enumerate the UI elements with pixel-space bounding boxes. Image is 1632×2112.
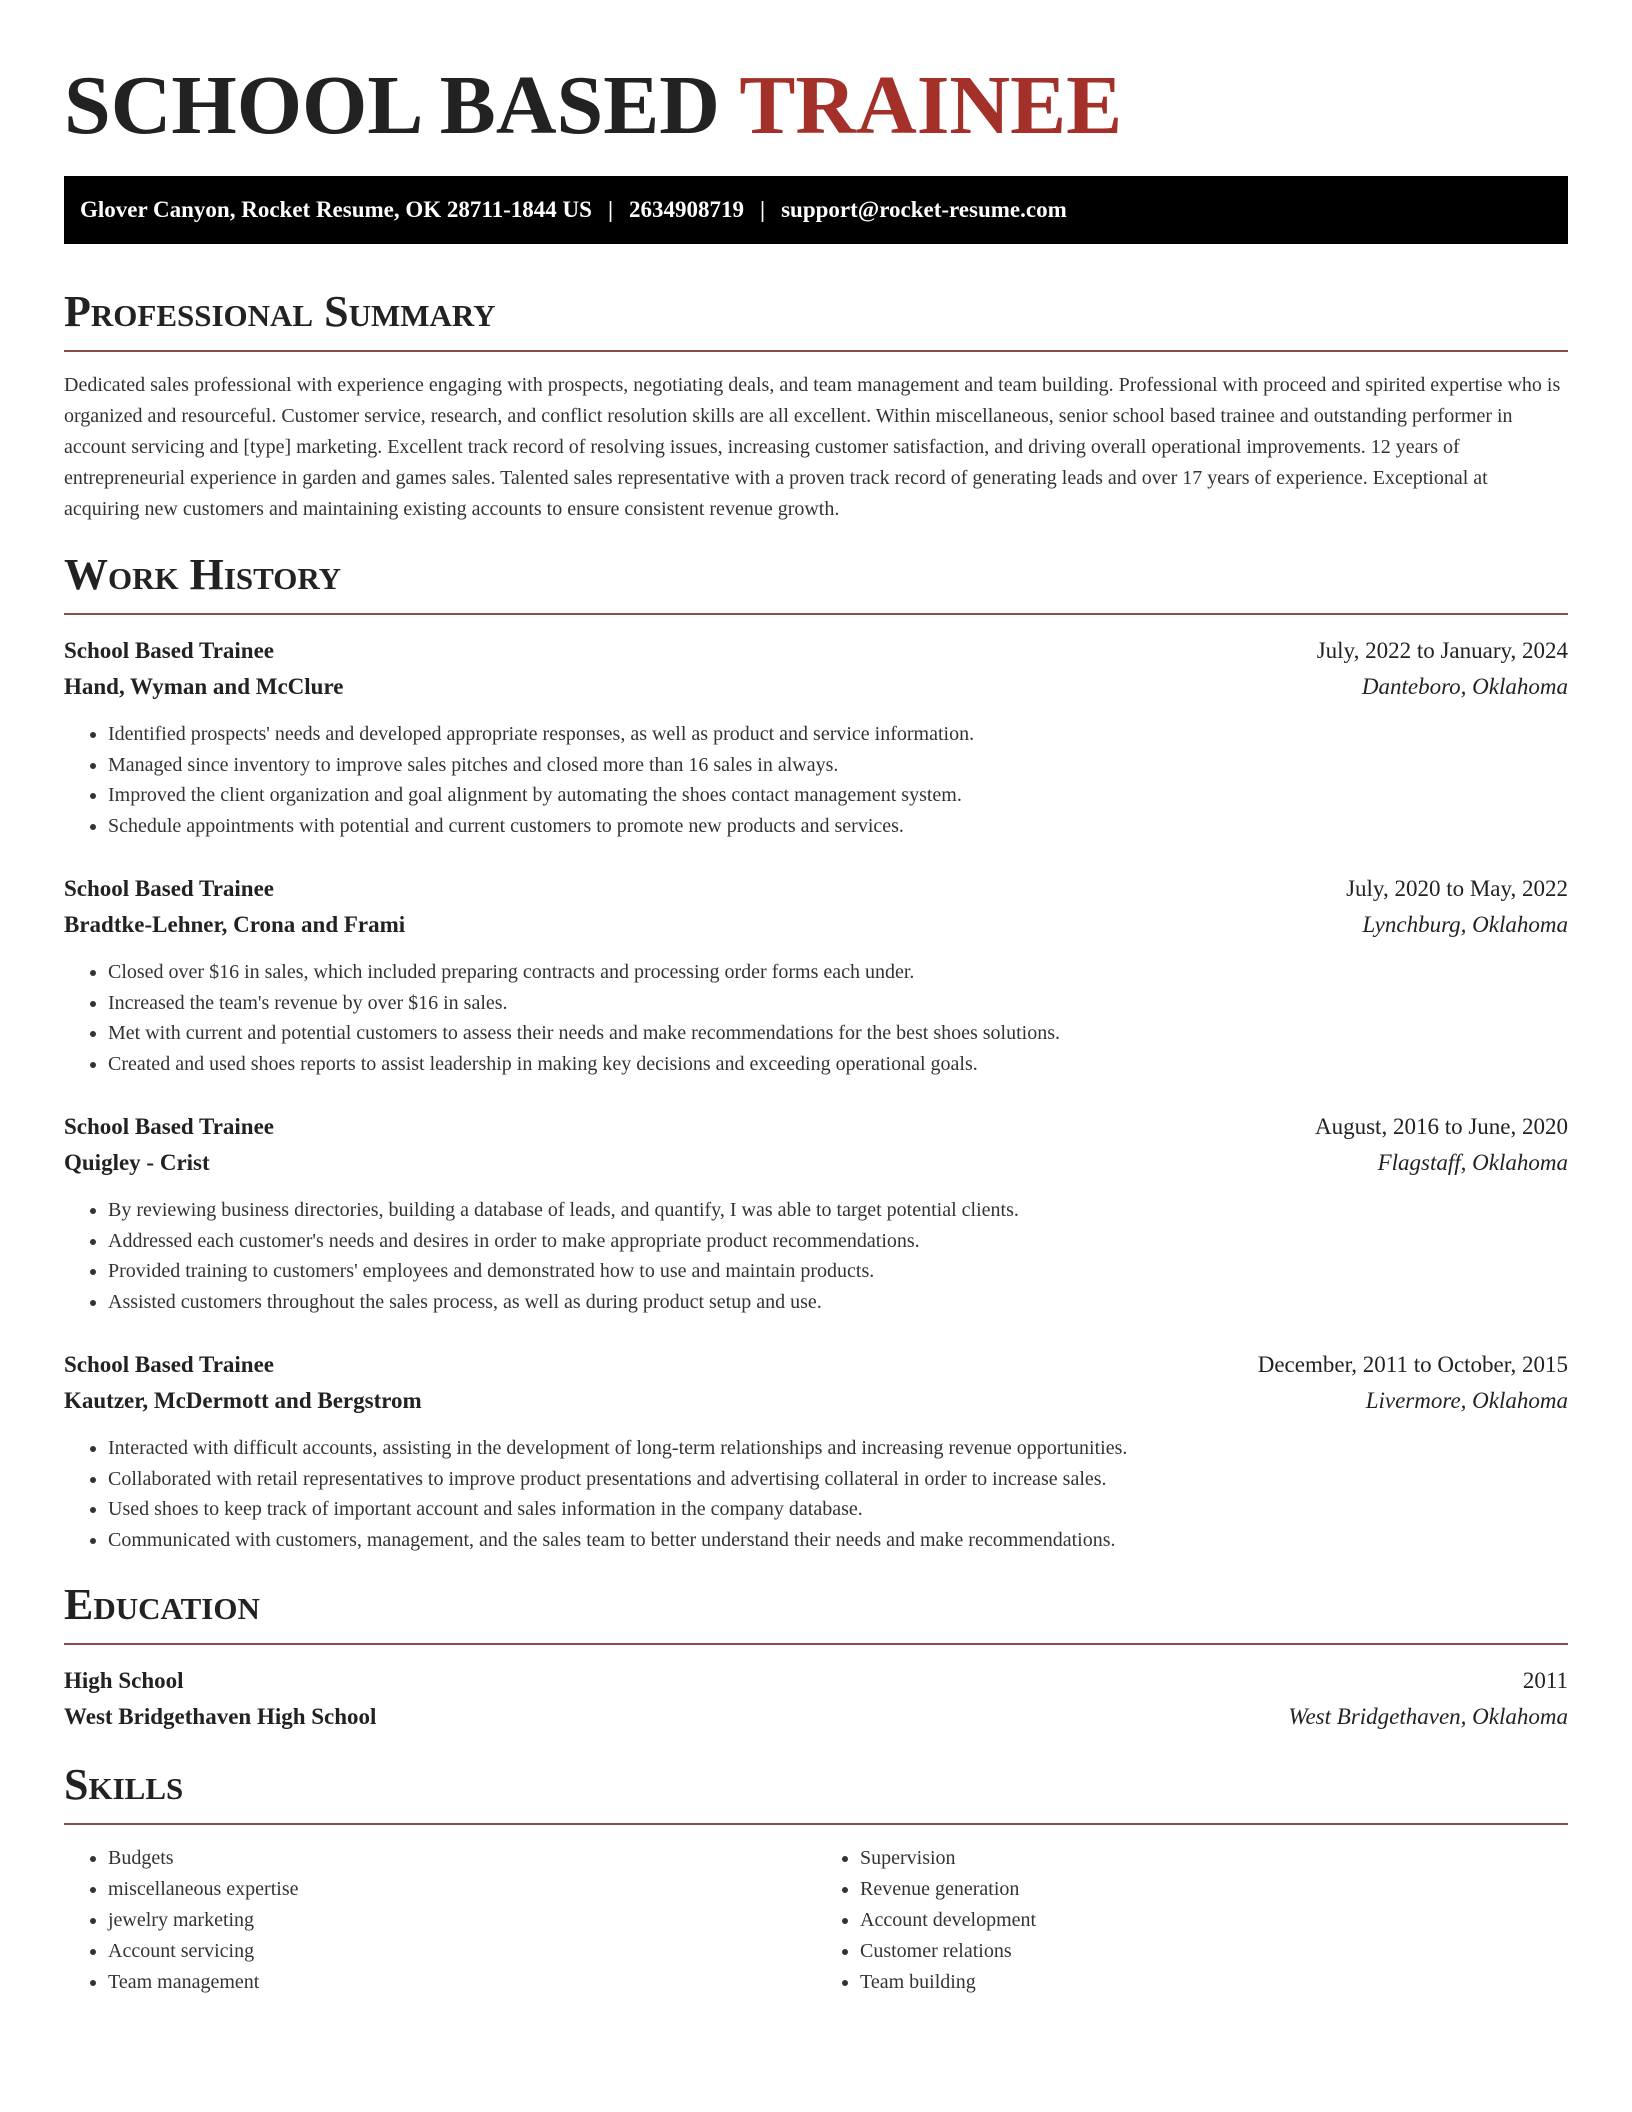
- education-school-row: [64, 1699, 1568, 1735]
- job-title: School Based Trainee: [64, 1352, 274, 1377]
- skills-column-left: [64, 1843, 816, 1998]
- section-title-summary: Professional Summary: [64, 287, 496, 336]
- job-bullet: • Communicated with customers, management, and the sales team to better understand their needs and make recommendations.: [108, 1525, 1568, 1556]
- skill-item: • Account development: [860, 1905, 1568, 1936]
- job-company: Hand, Wyman and McClure: [64, 674, 344, 699]
- skills-column-right: [816, 1843, 1568, 1998]
- skill-item: • Supervision: [860, 1843, 1568, 1874]
- job-bullet: • Provided training to customers' employees and demonstrated how to use and maintain products.: [108, 1256, 1568, 1287]
- contact-address: Glover Canyon, Rocket Resume, OK 28711-1844 US: [80, 197, 592, 222]
- job-bullet: • Identified prospects' needs and developed appropriate responses, as well as product and service information.: [108, 719, 1568, 750]
- job-company: Bradtke-Lehner, Crona and Frami: [64, 912, 406, 937]
- education-year: 2011: [1522, 1668, 1568, 1693]
- section-divider: [64, 613, 1568, 615]
- work-section: [64, 547, 1568, 1555]
- job-title: School Based Trainee: [64, 1114, 274, 1139]
- skill-item: • Revenue generation: [860, 1874, 1568, 1905]
- skills-grid: [64, 1843, 1568, 1998]
- job-bullet: • Addressed each customer's needs and desires in order to make appropriate product recommendations.: [108, 1226, 1568, 1257]
- job-dates: December, 2011 to October, 2015: [1257, 1352, 1568, 1377]
- job-bullet: • Collaborated with retail representatives to improve product presentations and advertising collateral in order to increase sales.: [108, 1464, 1568, 1495]
- job-company-row: [64, 1145, 1568, 1181]
- job-bullet: • Managed since inventory to improve sales pitches and closed more than 16 sales in always.: [108, 750, 1568, 781]
- section-divider: [64, 1823, 1568, 1825]
- job-bullets: [64, 1433, 1568, 1555]
- section-divider: [64, 1643, 1568, 1645]
- job-dates: August, 2016 to June, 2020: [1315, 1114, 1568, 1139]
- job-entry: [64, 633, 1568, 841]
- section-title-skills: Skills: [64, 1760, 184, 1809]
- job-header-row: [64, 1109, 1568, 1145]
- skill-item: • Team management: [108, 1967, 816, 1998]
- job-bullet: • Used shoes to keep track of important account and sales information in the company database.: [108, 1494, 1568, 1525]
- job-dates: July, 2020 to May, 2022: [1346, 876, 1568, 901]
- education-degree: High School: [64, 1668, 184, 1693]
- skill-item: • Team building: [860, 1967, 1568, 1998]
- job-header-row: [64, 633, 1568, 669]
- job-bullet: • Schedule appointments with potential and current customers to promote new products and services.: [108, 811, 1568, 842]
- section-divider: [64, 350, 1568, 352]
- job-company: Kautzer, McDermott and Bergstrom: [64, 1388, 422, 1413]
- job-bullets: [64, 957, 1568, 1079]
- job-bullet: • Increased the team's revenue by over $16 in sales.: [108, 988, 1568, 1019]
- skill-item: • Budgets: [108, 1843, 816, 1874]
- education-entry: [64, 1663, 1568, 1735]
- job-entry: [64, 1109, 1568, 1317]
- job-bullet: • Improved the client organization and goal alignment by automating the shoes contact management system.: [108, 780, 1568, 811]
- job-bullets: [64, 1195, 1568, 1317]
- section-title-education: Education: [64, 1580, 260, 1629]
- summary-section: [64, 284, 1568, 525]
- job-company-row: [64, 1383, 1568, 1419]
- contact-separator: |: [760, 197, 766, 222]
- contact-phone: 2634908719: [629, 197, 745, 222]
- job-bullet: • Met with current and potential customers to assess their needs and make recommendations for the best shoes solutions.: [108, 1018, 1568, 1049]
- job-location: Flagstaff, Oklahoma: [1377, 1150, 1568, 1175]
- job-company: Quigley - Crist: [64, 1150, 210, 1175]
- job-location: Danteboro, Oklahoma: [1361, 674, 1568, 699]
- job-location: Livermore, Oklahoma: [1365, 1388, 1568, 1413]
- job-entry: [64, 871, 1568, 1079]
- name-second: TRAINEE: [739, 59, 1123, 152]
- job-dates: July, 2022 to January, 2024: [1316, 638, 1568, 663]
- skill-item: • Account servicing: [108, 1936, 816, 1967]
- job-header-row: [64, 1347, 1568, 1383]
- skill-item: • jewelry marketing: [108, 1905, 816, 1936]
- section-title-work: Work History: [64, 550, 342, 599]
- job-title: School Based Trainee: [64, 876, 274, 901]
- contact-separator: |: [607, 197, 614, 222]
- skills-section: [64, 1757, 1568, 1998]
- name-first: SCHOOL BASED: [64, 59, 720, 152]
- job-bullet: • Assisted customers throughout the sales process, as well as during product setup and use.: [108, 1287, 1568, 1318]
- contact-bar: [64, 176, 1568, 244]
- education-school: West Bridgethaven High School: [64, 1704, 377, 1729]
- job-bullet: • By reviewing business directories, building a database of leads, and quantify, I was able to target potential clients.: [108, 1195, 1568, 1226]
- resume-name: [64, 0, 1568, 156]
- job-company-row: [64, 907, 1568, 943]
- skill-item: • miscellaneous expertise: [108, 1874, 816, 1905]
- job-company-row: [64, 669, 1568, 705]
- summary-text: Dedicated sales professional with experience engaging with prospects, negotiating deals, and team management and team building. Professional with proceed and spirited expertise who is organized and resourceful. Customer service, research, and conflict resolution skills are all excellent. Within miscellaneous, senior school based trainee and outstanding performer in account servicing and [type] marketing. Excellent track record of resolving issues, increasing customer satisfaction, and driving overall operational improvements. 12 years of entrepreneurial experience in garden and games sales. Talented sales representative with a proven track record of generating leads and over 17 years of experience. Exceptional at acquiring new customers and maintaining existing accounts to ensure consistent revenue growth.: [64, 374, 1561, 520]
- job-bullet: • Closed over $16 in sales, which included preparing contracts and processing order forms each under.: [108, 957, 1568, 988]
- skill-item: • Customer relations: [860, 1936, 1568, 1967]
- job-entry: [64, 1347, 1568, 1555]
- contact-email: support@rocket-resume.com: [781, 197, 1067, 222]
- job-title: School Based Trainee: [64, 638, 274, 663]
- job-bullet: • Interacted with difficult accounts, assisting in the development of long-term relationships and increasing revenue opportunities.: [108, 1433, 1568, 1464]
- job-header-row: [64, 871, 1568, 907]
- education-section: [64, 1577, 1568, 1735]
- education-location: West Bridgethaven, Oklahoma: [1288, 1704, 1568, 1729]
- job-bullet: • Created and used shoes reports to assist leadership in making key decisions and exceeding operational goals.: [108, 1049, 1568, 1080]
- job-location: Lynchburg, Oklahoma: [1362, 912, 1568, 937]
- education-header-row: [64, 1663, 1568, 1699]
- job-bullets: [64, 719, 1568, 841]
